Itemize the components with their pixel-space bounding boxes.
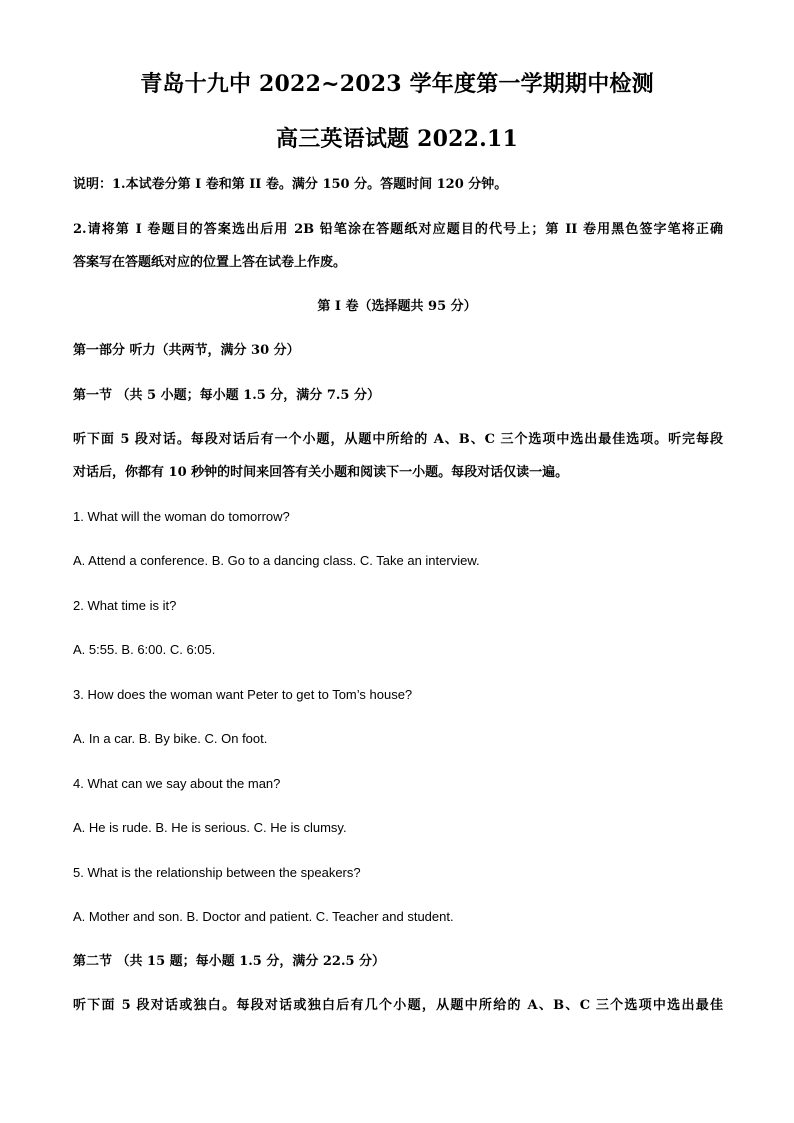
volume-heading: 第 I 卷（选择题共 95 分）	[317, 299, 477, 314]
question-text: 2. What time is it?	[73, 598, 177, 613]
exam-title: 青岛十九中 2022~2023 学年度第一学期期中检测	[140, 71, 654, 97]
question-text: 4. What can we say about the man?	[73, 776, 281, 791]
question-options: A. Attend a conference. B. Go to a dancing class. C. Take an interview.	[73, 553, 480, 568]
exam-subtitle: 高三英语试题 2022.11	[276, 126, 518, 152]
section-directions-line-1: 听下面 5 段对话或独白。每段对话或独白后有几个小题，从题中所给的 A、B、C 三个选项中选出最佳	[73, 998, 723, 1013]
section-heading: 第二节 （共 15 题；每小题 1.5 分，满分 22.5 分）	[73, 954, 386, 969]
question-options: A. 5:55. B. 6:00. C. 6:05.	[73, 642, 216, 657]
section-heading: 第一节 （共 5 小题；每小题 1.5 分，满分 7.5 分）	[73, 388, 380, 403]
question-text: 3. How does the woman want Peter to get to Tom’s house?	[73, 687, 413, 702]
instruction-line-2: 2.请将第 I 卷题目的答案选出后用 2B 铅笔涂在答题纸对应题目的代号上；第 II 卷用黑色签字笔将正确	[73, 222, 723, 237]
question-options: A. In a car. B. By bike. C. On foot.	[73, 731, 268, 746]
question-options: A. Mother and son. B. Doctor and patient. C. Teacher and student.	[73, 909, 454, 924]
question-options: A. He is rude. B. He is serious. C. He is clumsy.	[73, 820, 347, 835]
instruction-line-1: 说明：1.本试卷分第 I 卷和第 II 卷。满分 150 分。答题时间 120 分钟。	[73, 177, 508, 192]
section-directions-line-2: 对话后，你都有 10 秒钟的时间来回答有关小题和阅读下一小题。每段对话仅读一遍。	[73, 465, 569, 480]
part-heading: 第一部分 听力（共两节，满分 30 分）	[73, 343, 300, 358]
question-text: 5. What is the relationship between the speakers?	[73, 865, 361, 880]
question-text: 1. What will the woman do tomorrow?	[73, 509, 290, 524]
section-directions-line-1: 听下面 5 段对话。每段对话后有一个小题，从题中所给的 A、B、C 三个选项中选出最佳选项。听完每段	[73, 432, 723, 447]
instruction-line-3: 答案写在答题纸对应的位置上答在试卷上作废。	[73, 255, 347, 270]
